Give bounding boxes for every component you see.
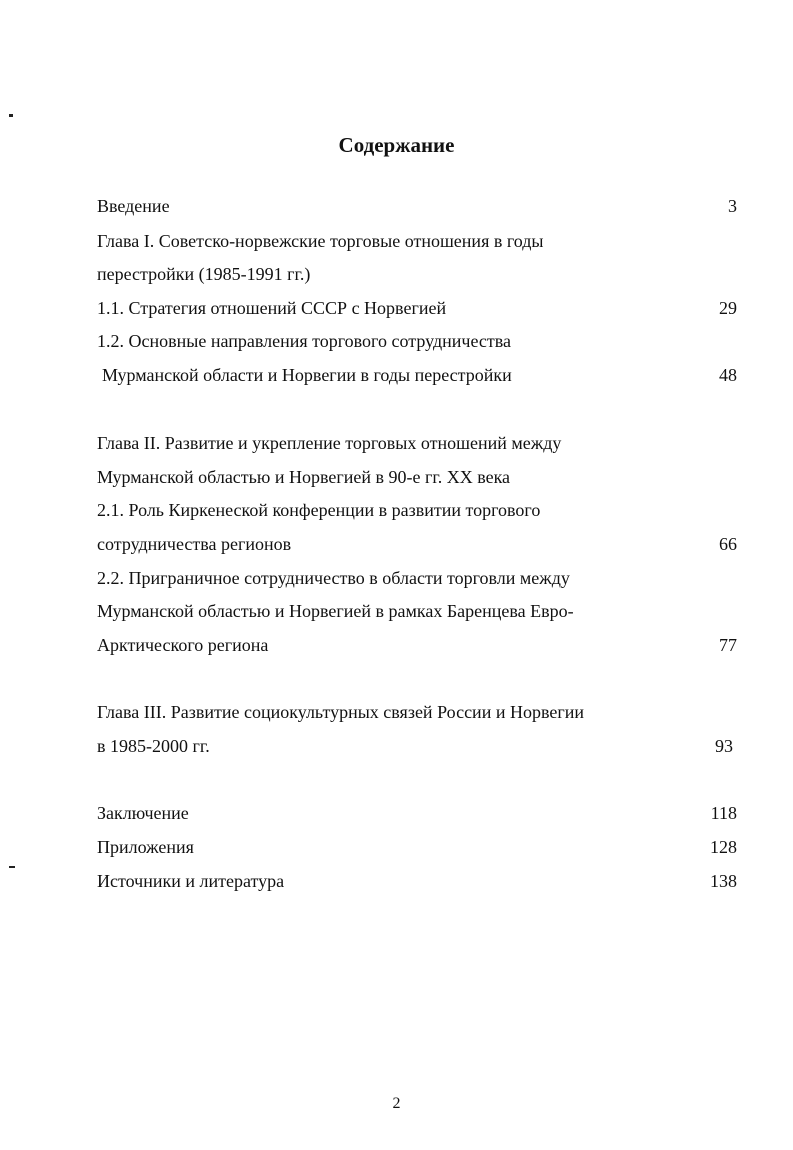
page-number: 2 (392, 1095, 401, 1112)
toc-section-1-2-line2: Мурманской области и Норвегии в годы перестройки (102, 365, 512, 385)
toc-chapter3-page: 93 (715, 736, 733, 756)
toc-section-2-1-line2: сотрудничества регионов (97, 534, 292, 554)
toc-section-1-2-page: 48 (719, 365, 737, 385)
toc-section-2-1-page: 66 (719, 534, 737, 554)
scan-mark-bottom (9, 866, 15, 868)
toc-section-2-2-line1: 2.2. Приграничное сотрудничество в области торговли между (97, 568, 570, 588)
toc-chapter1-line1: Глава I. Советско-норвежские торговые отношения в годы (97, 231, 544, 251)
toc-section-1-1-label: 1.1. Стратегия отношений СССР с Норвегией (97, 298, 447, 318)
page-title: Содержание (338, 133, 455, 157)
toc-section-2-2-page: 77 (719, 635, 737, 655)
toc-sources-page: 138 (710, 871, 737, 891)
toc-conclusion-label: Заключение (97, 803, 189, 823)
toc-chapter1-line2: перестройки (1985-1991 гг.) (97, 264, 311, 284)
toc-appendices-page: 128 (710, 837, 737, 857)
toc-section-2-1-line1: 2.1. Роль Киркенеской конференции в развитии торгового (97, 500, 541, 520)
toc-section-2-2-line2: Мурманской областью и Норвегией в рамках Баренцева Евро- (97, 601, 574, 621)
toc-sources-label: Источники и литература (97, 871, 285, 891)
toc-section-2-2-line3: Арктического региона (97, 635, 269, 655)
toc-appendices-label: Приложения (97, 837, 194, 857)
toc-chapter2-line1: Глава II. Развитие и укрепление торговых отношений между (97, 433, 562, 453)
toc-chapter3-line1: Глава III. Развитие социокультурных связей России и Норвегии (97, 702, 584, 722)
toc-chapter3-line2: в 1985-2000 гг. (97, 736, 210, 756)
toc-introduction-page: 3 (728, 196, 737, 216)
toc-section-1-2-line1: 1.2. Основные направления торгового сотрудничества (97, 331, 511, 351)
scan-mark-top (9, 114, 13, 117)
toc-section-1-1-page: 29 (719, 298, 737, 318)
toc-conclusion-page: 118 (710, 803, 737, 823)
toc-introduction-label: Введение (97, 196, 170, 216)
toc-chapter2-line2: Мурманской областью и Норвегией в 90-е гг. XX века (97, 467, 511, 487)
